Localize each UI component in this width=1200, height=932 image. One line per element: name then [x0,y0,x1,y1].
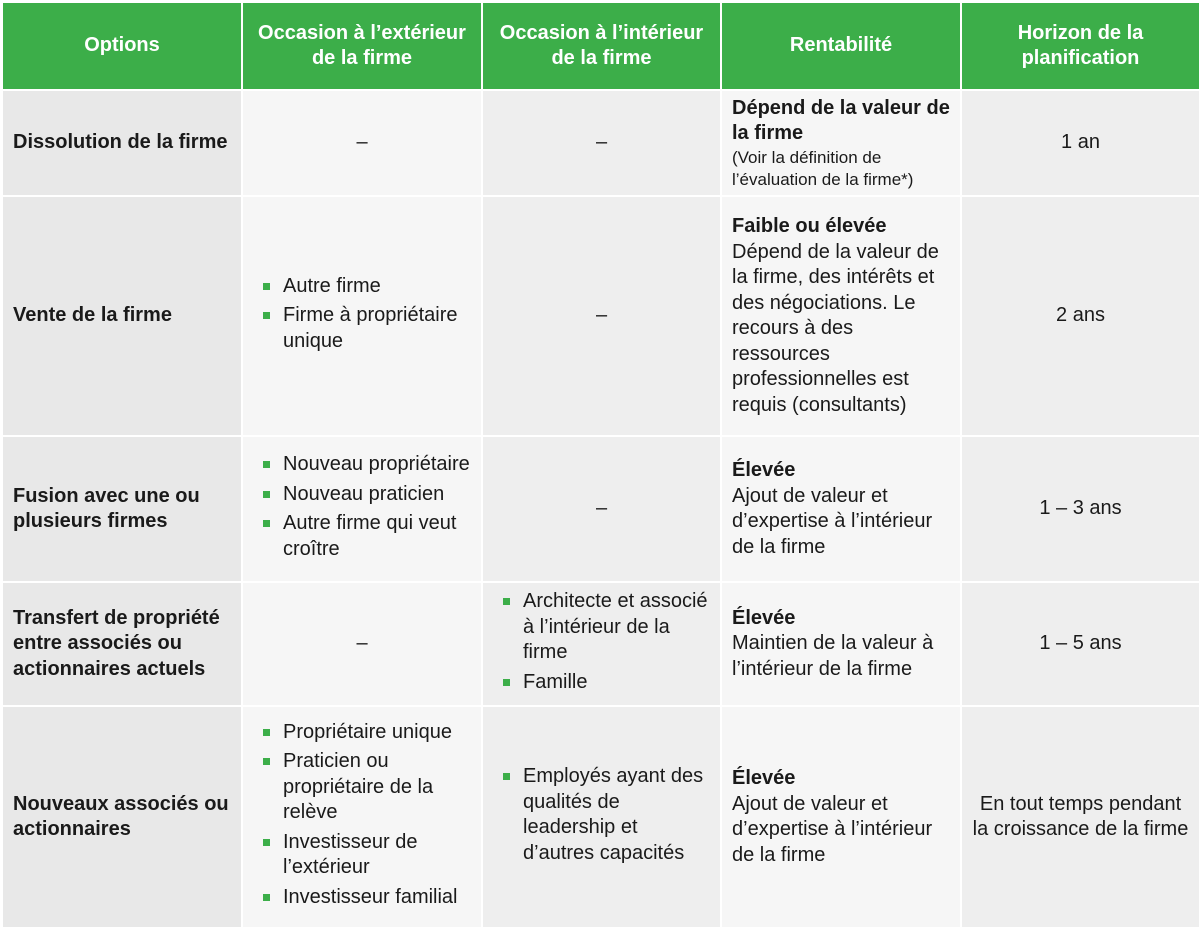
horizon-cell: En tout temps pendant la croissance de la firme [961,706,1200,928]
external-cell: – [242,582,482,706]
horizon-cell: 1 – 3 ans [961,436,1200,582]
list-item: Propriétaire unique [263,720,471,746]
header-options: Options [2,2,242,90]
list-item: Employés ayant des qualités de leadership et d’autres capacités [503,764,710,866]
profitability-text: Ajout de valeur et d’expertise à l’intérieur de la firme [732,484,933,558]
list-item: Praticien ou propriétaire de la relève [263,749,471,826]
internal-cell: – [482,436,721,582]
external-list [253,274,471,355]
internal-cell: – [482,196,721,436]
option-cell: Fusion avec une ou plusieurs firmes [2,436,242,582]
external-cell: – [242,90,482,196]
external-list [253,452,471,562]
list-item: Investisseur de l’extérieur [263,830,471,881]
profitability-title: Élevée [732,606,796,629]
external-list [253,720,471,911]
horizon-cell: 1 an [961,90,1200,196]
option-cell: Vente de la firme [2,196,242,436]
list-item: Nouveau praticien [263,482,471,508]
option-cell: Transfert de propriété entre associés ou actionnaires actuels [2,582,242,706]
profitability-cell [721,436,961,582]
horizon-cell: 1 – 5 ans [961,582,1200,706]
option-cell: Nouveaux associés ou actionnaires [2,706,242,928]
list-item: Nouveau propriétaire [263,452,471,478]
table-row [2,436,1200,582]
external-cell [242,436,482,582]
profitability-cell [721,582,961,706]
list-item: Investisseur familial [263,885,471,911]
header-profitability: Rentabilité [721,2,961,90]
header-external: Occasion à l’extérieur de la firme [242,2,482,90]
external-cell [242,706,482,928]
header-horizon: Horizon de la planification [961,2,1200,90]
profitability-cell [721,706,961,928]
header-row [2,2,1200,90]
profitability-text: Maintien de la valeur à l’intérieur de la firme [732,632,934,680]
horizon-cell: 2 ans [961,196,1200,436]
profitability-title: Élevée [732,459,796,481]
profitability-text: Ajout de valeur et d’expertise à l’intérieur de la firme [732,792,933,866]
list-item: Autre firme [263,274,471,300]
table-row [2,90,1200,196]
profitability-title: Dépend de la valeur de la firme [732,96,950,144]
list-item: Famille [503,670,710,696]
table-row [2,706,1200,928]
profitability-cell [721,90,961,196]
list-item: Autre firme qui veut croître [263,511,471,562]
internal-cell [482,706,721,928]
list-item: Architecte et associé à l’intérieur de la firme [503,589,710,666]
succession-options-table [1,1,1200,929]
internal-list [493,764,710,866]
internal-cell: – [482,90,721,196]
internal-cell [482,582,721,706]
table-row [2,582,1200,706]
profitability-title: Faible ou élevée [732,215,887,237]
header-internal: Occasion à l’intérieur de la firme [482,2,721,90]
profitability-note: (Voir la définition de l’évaluation de la firme*) [732,147,914,189]
option-cell: Dissolution de la firme [2,90,242,196]
profitability-text: Dépend de la valeur de la firme, des intérêts et des négociations. Le recours à des ressources professionnelles est requis (consultants) [732,240,939,416]
table-row [2,196,1200,436]
profitability-title: Élevée [732,767,796,789]
profitability-cell [721,196,961,436]
list-item: Firme à propriétaire unique [263,303,471,354]
internal-list [493,589,710,695]
external-cell [242,196,482,436]
